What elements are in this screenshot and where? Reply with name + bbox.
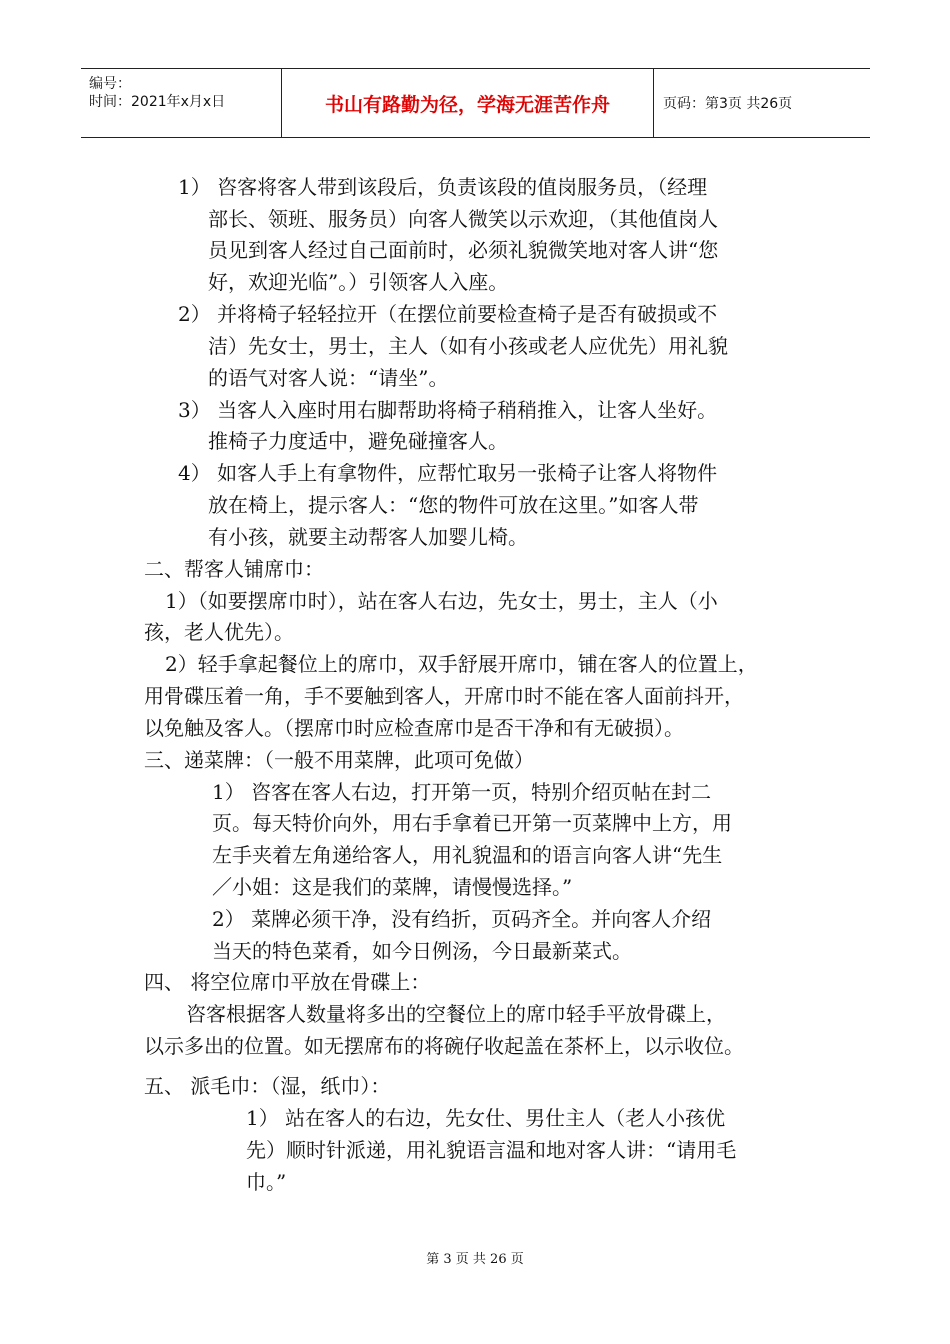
- body-line: 2） 菜牌必须干净，没有绉折，页码齐全。并向客人介绍: [212, 907, 712, 931]
- body-line: 咨客根据客人数量将多出的空餐位上的席巾轻手平放骨碟上，: [186, 1002, 726, 1026]
- body-line: 1） 站在客人的右边，先女仕、男仕主人（老人小孩优: [246, 1106, 726, 1130]
- section-heading: 五、 派毛巾：（湿，纸巾）：: [144, 1074, 391, 1098]
- section-heading: 四、 将空位席巾平放在骨碟上：: [144, 970, 431, 994]
- page-footer: 第 3 页 共 26 页: [426, 1252, 524, 1267]
- body-line: 当天的特色菜肴，如今日例汤，今日最新菜式。: [212, 939, 632, 963]
- body-line: 的语气对客人说：“请坐”。: [208, 366, 449, 390]
- body-line: ／小姐：这是我们的菜牌，请慢慢选择。”: [212, 875, 573, 899]
- body-line: 员见到客人经过自己面前时，必须礼貌微笑地对客人讲“您: [208, 238, 719, 262]
- body-line: 左手夹着左角递给客人，用礼貌温和的语言向客人讲“先生: [212, 843, 723, 867]
- body-line: 孩，老人优先）。: [144, 620, 294, 644]
- header-table: [81, 68, 870, 138]
- header-page-info: 页码：第3页 共26页: [663, 96, 793, 112]
- body-line: 2） 并将椅子轻轻拉开（在摆位前要检查椅子是否有破损或不: [178, 302, 718, 326]
- body-line: 2）轻手拿起餐位上的席巾，双手舒展开席巾，铺在客人的位置上，: [165, 652, 758, 676]
- body-line: 有小孩，就要主动帮客人加婴儿椅。: [208, 525, 528, 549]
- body-line: 以免触及客人。（摆席巾时应检查席巾是否干净和有无破损）。: [144, 716, 684, 740]
- body-line: 推椅子力度适中，避免碰撞客人。: [208, 429, 508, 453]
- body-line: 页。每天特价向外，用右手拿着已开第一页菜牌中上方，用: [212, 811, 732, 835]
- section-heading: 二、帮客人铺席巾：: [144, 557, 324, 581]
- body-line: 1）（如要摆席巾时），站在客人右边，先女士，男士，主人（小: [165, 589, 718, 613]
- date-label: 时间：2021年x月x日: [89, 94, 226, 110]
- header-divider: [653, 69, 654, 137]
- header-meta: [81, 69, 281, 137]
- body-line: 先）顺时针派递，用礼貌语言温和地对客人讲：“请用毛: [246, 1138, 737, 1162]
- body-line: 1） 咨客将客人带到该段后，负责该段的值岗服务员，（经理: [178, 175, 708, 199]
- body-line: 巾。”: [246, 1170, 287, 1194]
- code-label: 编号：: [89, 76, 131, 92]
- header-motto: 书山有路勤为径，学海无涯苦作舟: [324, 93, 610, 116]
- body-line: 1） 咨客在客人右边，打开第一页，特别介绍页帖在封二: [212, 780, 712, 804]
- section-heading: 三、递菜牌：（一般不用菜牌，此项可免做）: [144, 748, 534, 772]
- body-line: 3） 当客人入座时用右脚帮助将椅子稍稍推入，让客人坐好。: [178, 398, 718, 422]
- body-line: 洁）先女士，男士，主人（如有小孩或老人应优先）用礼貌: [208, 334, 728, 358]
- body-line: 放在椅上，提示客人：“您的物件可放在这里。”如客人带: [208, 493, 699, 517]
- body-line: 以示多出的位置。如无摆席布的将碗仔收起盖在茶杯上，以示收位。: [144, 1034, 744, 1058]
- body-line: 部长、领班、服务员）向客人微笑以示欢迎，（其他值岗人: [208, 207, 718, 231]
- body-line: 4） 如客人手上有拿物件，应帮忙取另一张椅子让客人将物件: [178, 461, 718, 485]
- body-line: 用骨碟压着一角，手不要触到客人，开席巾时不能在客人面前抖开，: [144, 684, 744, 708]
- body-line: 好，欢迎光临”。）引领客人入座。: [208, 270, 509, 294]
